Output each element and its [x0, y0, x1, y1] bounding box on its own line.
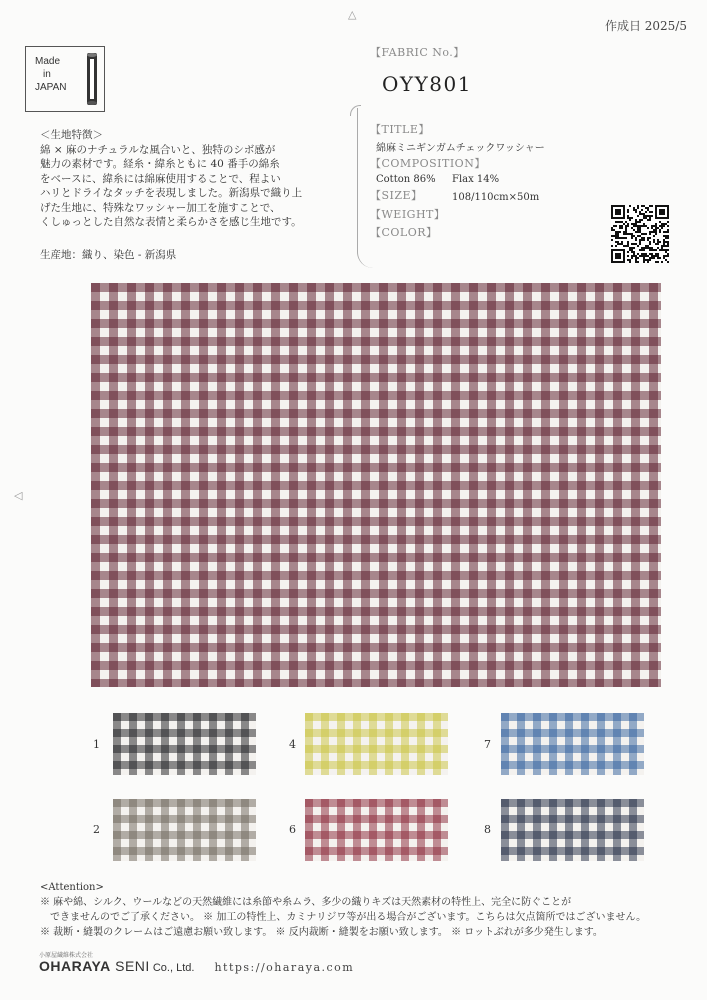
- description-line: 綿 × 麻のナチュラルな風合いと、独特のシボ感が: [40, 143, 276, 156]
- color-swatch-6[interactable]: [305, 799, 448, 861]
- swatch-number-1: 1: [93, 738, 100, 751]
- attention-line: ※ 裁断・縫製のクレームはご遠慮お願い致します。 ※ 反内裁断・縫製をお願い致します。 ※ ロットぶれが多少発生します。: [40, 927, 603, 938]
- swatch-number-6: 6: [289, 823, 296, 836]
- attention-heading: <Attention>: [40, 882, 104, 893]
- size-label: 【SIZE】: [370, 189, 423, 202]
- badge-line-made: Made: [35, 56, 61, 67]
- brand-seni: SENI: [110, 958, 150, 974]
- swatch-number-8: 8: [484, 823, 491, 836]
- composition-cotton: Cotton 86%: [376, 174, 436, 185]
- fabric-no-label: 【FABRIC No.】: [370, 46, 465, 59]
- fabric-number: OYY801: [382, 72, 472, 96]
- description-line: げた生地に、特殊なワッシャー加工を施すことで、: [40, 201, 281, 214]
- title-value: 綿麻ミニギンガムチェックワッシャー: [376, 143, 545, 154]
- fabric-description: [40, 128, 340, 230]
- attention-line: できませんのでご了承ください。 ※ 加工の特性上、カミナリジワ等が出る場合がございます。こちらは欠点箇所ではございません。: [40, 912, 647, 923]
- attention-notes: [40, 880, 680, 940]
- description-heading: ＜生地特徴＞: [40, 129, 103, 141]
- company-name-japanese: 小原屋繊維株式会社: [39, 953, 94, 959]
- qr-code[interactable]: [611, 205, 669, 263]
- main-fabric-swatch: [91, 283, 661, 687]
- title-label: 【TITLE】: [370, 123, 430, 136]
- size-value: 108/110cm×50m: [452, 192, 540, 203]
- color-swatch-4[interactable]: [305, 713, 448, 775]
- company-brand: [39, 958, 354, 974]
- description-line: 魅力の素材です。経糸・緯糸ともに 40 番手の綿糸: [40, 158, 280, 170]
- color-swatch-1[interactable]: [113, 713, 256, 775]
- description-line: ハリとドライなタッチを表現しました。新潟県で織り上: [40, 187, 303, 199]
- weight-label: 【WEIGHT】: [370, 208, 446, 221]
- fabric-roll-icon: [84, 51, 100, 107]
- attention-line: ※ 麻や綿、シルク、ウールなどの天然繊維には糸節や糸ムラ、多少の織りキズは天然素材の特性上、完全に防ぐことが: [40, 897, 572, 908]
- composition-flax: Flax 14%: [452, 174, 500, 185]
- top-triangle-marker-icon: △: [348, 8, 357, 21]
- color-swatch-8[interactable]: [501, 799, 644, 861]
- swatch-number-4: 4: [289, 738, 296, 751]
- color-swatch-7[interactable]: [501, 713, 644, 775]
- side-triangle-marker-icon: ◁: [14, 489, 23, 502]
- color-label: 【COLOR】: [370, 226, 438, 239]
- brand-name: OHARAYA: [39, 958, 111, 974]
- description-line: くしゅっとした自然な表情と柔らかさを感じ生地です。: [40, 216, 302, 228]
- badge-line-japan: JAPAN: [35, 82, 67, 93]
- badge-line-in: in: [43, 69, 51, 80]
- swatch-number-2: 2: [93, 823, 100, 836]
- made-in-japan-badge: [25, 46, 105, 112]
- swatch-number-7: 7: [484, 738, 491, 751]
- production-origin: 生産地：織り、染色 - 新潟県: [40, 249, 177, 261]
- color-swatch-2[interactable]: [113, 799, 256, 861]
- composition-label: 【COMPOSITION】: [370, 157, 486, 170]
- creation-date: 作成日 2025/5: [604, 19, 687, 33]
- description-line: をベースに、緯糸には綿麻使用することで、程よい: [40, 172, 281, 185]
- company-url-link[interactable]: https://oharaya.com: [214, 961, 355, 974]
- brand-co: Co., Ltd.: [149, 962, 195, 974]
